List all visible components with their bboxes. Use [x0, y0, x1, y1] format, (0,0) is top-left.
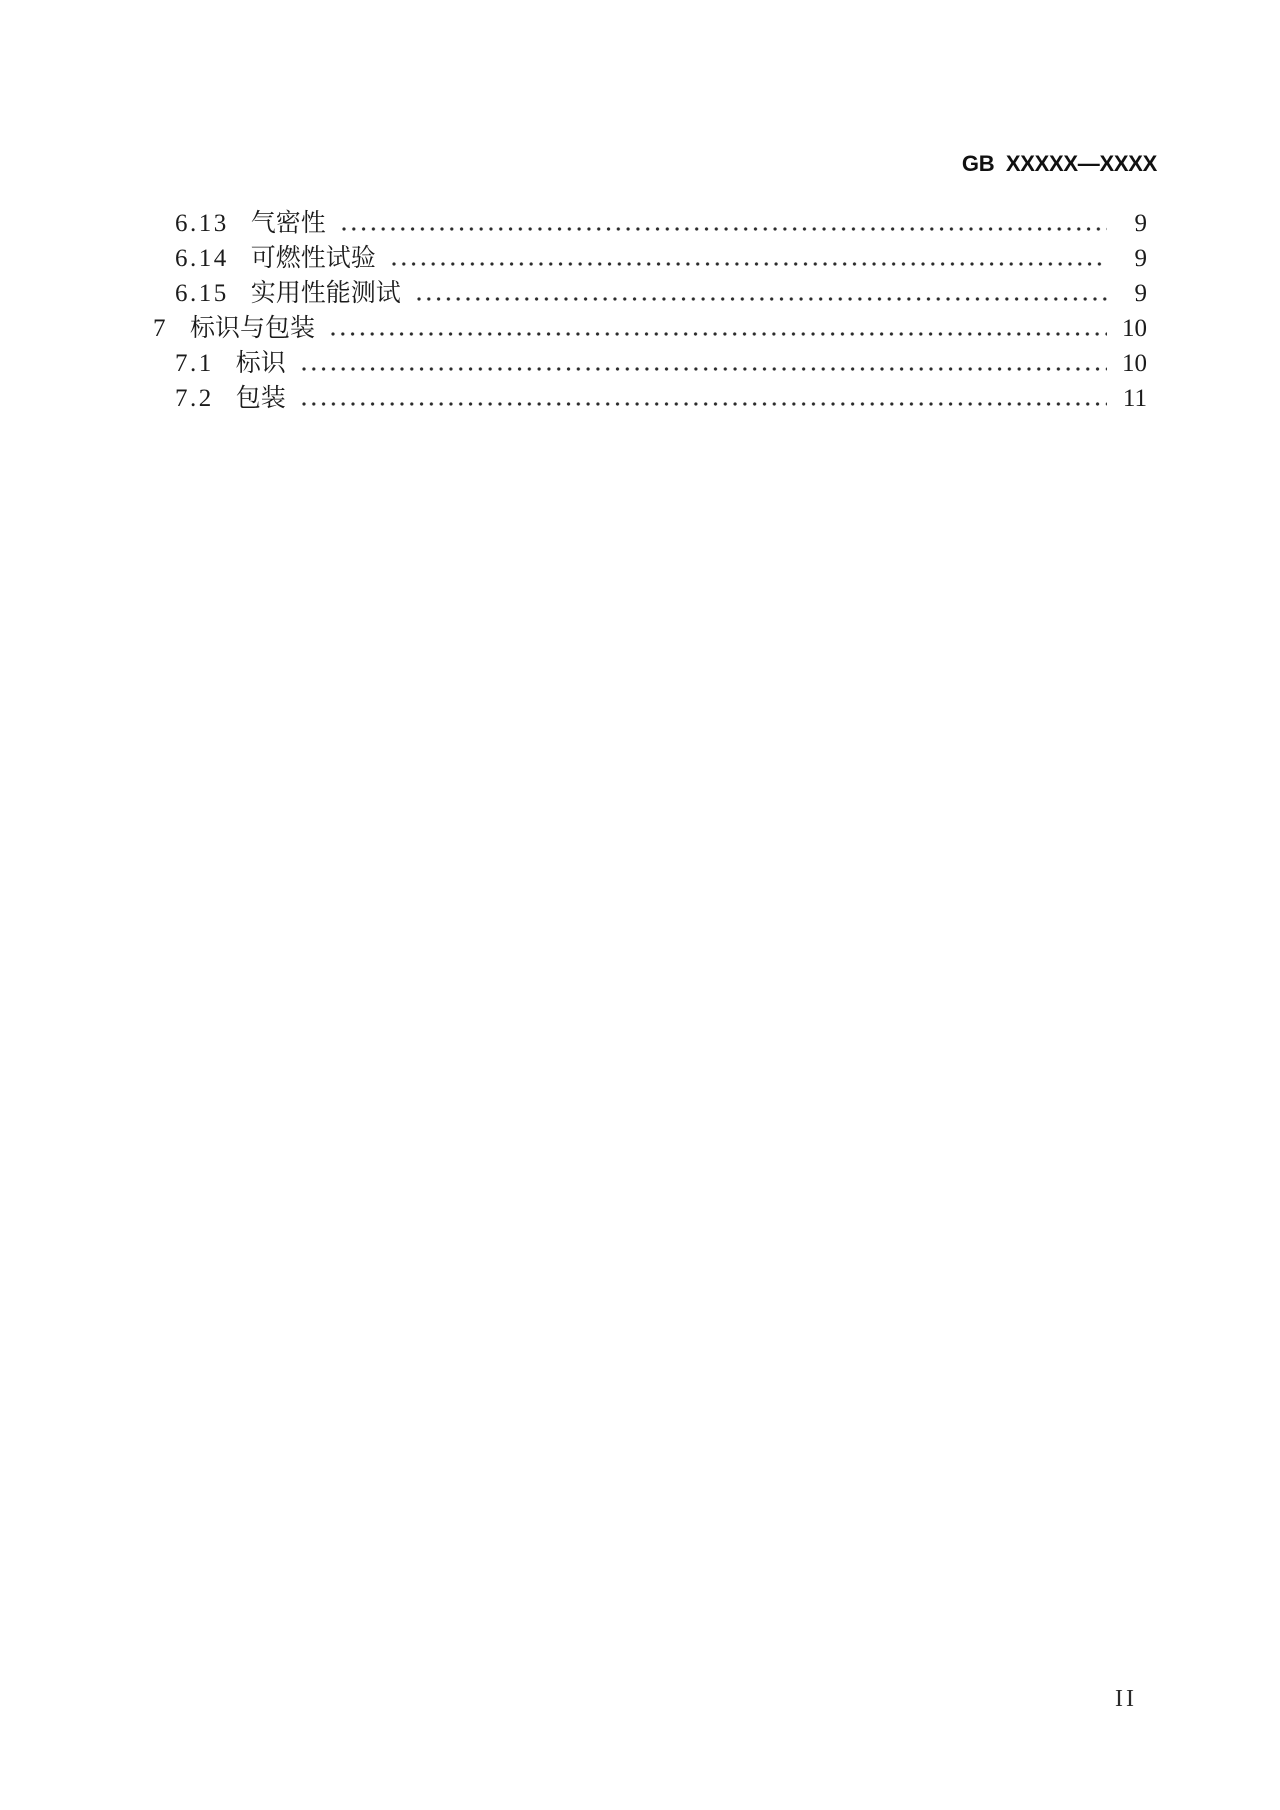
toc-entry-label: 标识与包装 [190, 315, 316, 342]
dot-leader [331, 332, 1107, 336]
toc-entry-page: 10 [1122, 350, 1147, 377]
toc-entry-number: 7 [153, 315, 168, 342]
dot-leader [302, 402, 1107, 406]
toc-entry-number: 6.14 [175, 245, 229, 272]
dot-leader [342, 227, 1107, 231]
toc-entry [0, 311, 1147, 346]
toc-entry-number: 7.1 [175, 350, 214, 377]
toc-entry-page: 10 [1122, 315, 1147, 342]
standard-code-header: GB XXXXX—XXXX [961, 151, 1157, 176]
toc-entry [0, 276, 1147, 311]
toc-entry [0, 206, 1147, 241]
toc-entry [0, 346, 1147, 381]
toc-entry-label: 包装 [235, 385, 286, 412]
toc-entry-number: 7.2 [175, 385, 214, 412]
toc-entry-label: 实用性能测试 [250, 280, 401, 307]
dot-leader [302, 367, 1107, 371]
toc-entry-number: 6.15 [175, 280, 229, 307]
table-of-contents [0, 206, 1147, 416]
toc-entry-page: 9 [1134, 245, 1147, 272]
toc-entry-number: 6.13 [175, 210, 229, 237]
dot-leader [392, 262, 1107, 266]
toc-entry-label: 可燃性试验 [250, 245, 376, 272]
dot-leader [417, 297, 1107, 301]
toc-entry-label: 气密性 [250, 210, 326, 237]
toc-entry-label: 标识 [235, 350, 286, 377]
toc-entry-page: 9 [1134, 280, 1147, 307]
footer-page-number: II [1115, 1686, 1137, 1712]
toc-entry-page: 11 [1122, 385, 1147, 412]
toc-entry [0, 381, 1147, 416]
toc-entry-page: 9 [1134, 210, 1147, 237]
toc-entry [0, 241, 1147, 276]
